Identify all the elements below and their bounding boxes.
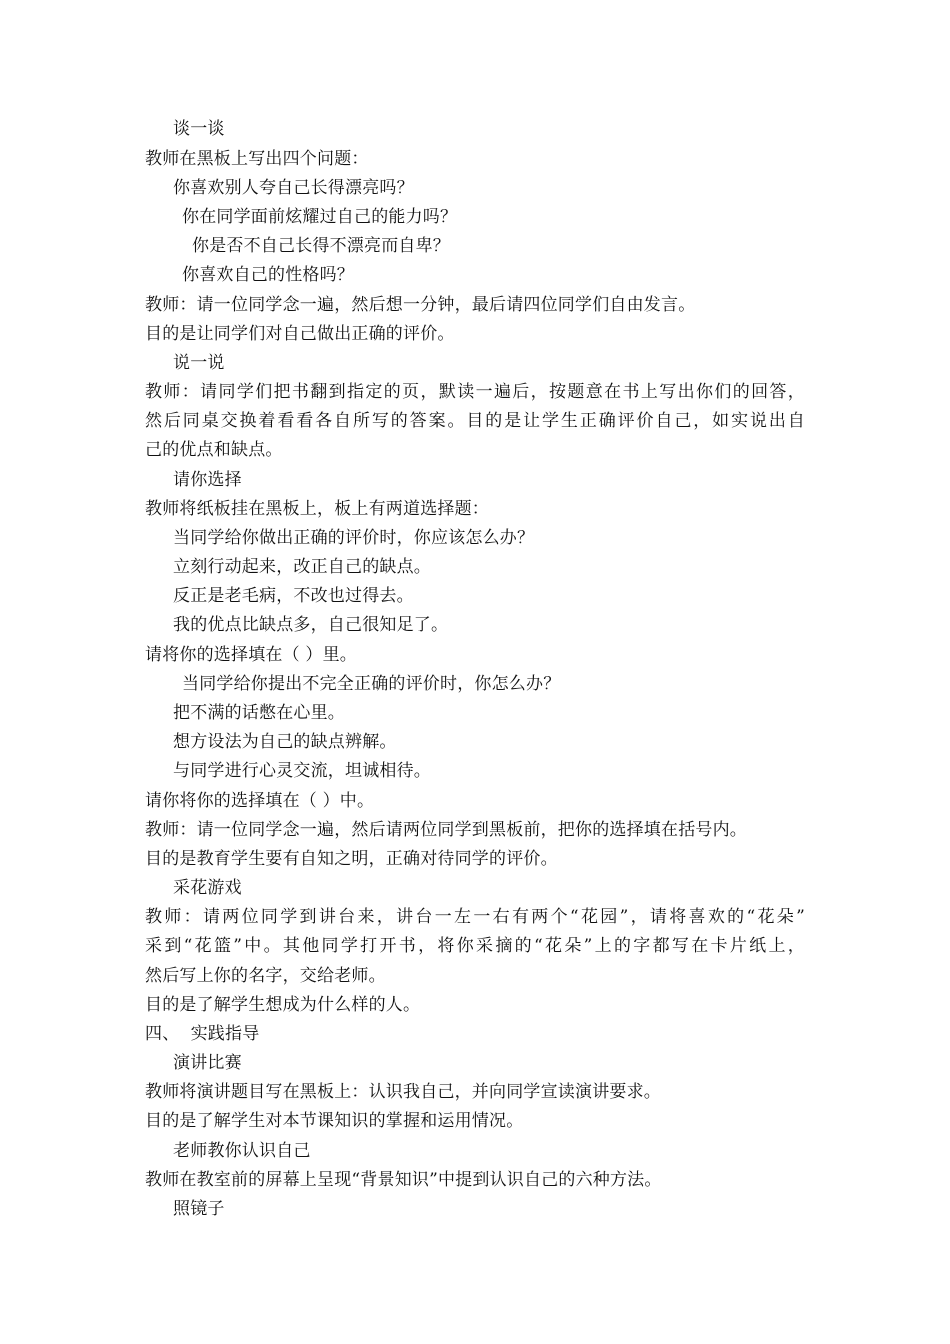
paragraph-line: 教师：请同学们把书翻到指定的页，默读一遍后，按题意在书上写出你们的回答， <box>145 382 805 402</box>
choice-option: 我的优点比缺点多，自己很知足了。 <box>173 615 449 635</box>
choice-option: 与同学进行心灵交流，坦诚相待。 <box>173 761 431 781</box>
paragraph-line: 教师在教室前的屏幕上呈现“背景知识”中提到认识自己的六种方法。 <box>145 1170 662 1190</box>
paragraph-line: 目的是让同学们对自己做出正确的评价。 <box>145 324 455 344</box>
heading-zhao-jing-zi: 照镜子 <box>173 1199 225 1219</box>
heading-tan-yi-tan: 谈一谈 <box>173 119 225 139</box>
choice-question: 当同学给你做出正确的评价时，你应该怎么办？ <box>173 528 535 548</box>
paragraph-line: 目的是了解学生对本节课知识的掌握和运用情况。 <box>145 1111 524 1131</box>
paragraph-line: 目的是教育学生要有自知之明，正确对待同学的评价。 <box>145 849 558 869</box>
question-line: 你喜欢自己的性格吗？ <box>182 265 354 285</box>
paragraph-line: 教师将纸板挂在黑板上，板上有两道选择题： <box>145 499 489 519</box>
choice-option: 想方设法为自己的缺点辨解。 <box>173 732 397 752</box>
paragraph-line: 教师：请一位同学念一遍，然后请两位同学到黑板前，把你的选择填在括号内。 <box>145 820 747 840</box>
choice-option: 把不满的话憋在心里。 <box>173 703 345 723</box>
paragraph-line: 教师在黑板上写出四个问题： <box>145 149 369 169</box>
paragraph-line: 教师将演讲题目写在黑板上：认识我自己，并向同学宣读演讲要求。 <box>145 1082 661 1102</box>
paragraph-line: 己的优点和缺点。 <box>145 440 283 460</box>
heading-cai-hua-you-xi: 采花游戏 <box>173 878 242 898</box>
section-heading: 四、 实践指导 <box>145 1024 260 1044</box>
choice-option: 立刻行动起来，改正自己的缺点。 <box>173 557 431 577</box>
paragraph-line: 目的是了解学生想成为什么样的人。 <box>145 995 421 1015</box>
paragraph-line: 然后写上你的名字，交给老师。 <box>145 966 386 986</box>
choice-question: 当同学给你提出不完全正确的评价时，你怎么办？ <box>182 674 561 694</box>
question-line: 你是否不自己长得不漂亮而自卑？ <box>192 236 450 256</box>
paragraph-line: 教师：请一位同学念一遍，然后想一分钟，最后请四位同学们自由发言。 <box>145 295 696 315</box>
heading-shuo-yi-shuo: 说一说 <box>173 353 225 373</box>
paragraph-line: 请你将你的选择填在（ ）中。 <box>145 791 375 811</box>
question-line: 你在同学面前炫耀过自己的能力吗？ <box>182 207 458 227</box>
question-line: 你喜欢别人夸自己长得漂亮吗？ <box>173 178 414 198</box>
heading-qing-ni-xuan-ze: 请你选择 <box>173 470 242 490</box>
heading-yan-jiang-bi-sai: 演讲比赛 <box>173 1053 242 1073</box>
paragraph-line: 教师：请两位同学到讲台来，讲台一左一右有两个“花园”，请将喜欢的“花朵” <box>145 907 805 927</box>
heading-lao-shi-jiao-ni: 老师教你认识自己 <box>173 1141 311 1161</box>
choice-option: 反正是老毛病，不改也过得去。 <box>173 586 414 606</box>
paragraph-line: 请将你的选择填在（ ）里。 <box>145 645 358 665</box>
paragraph-line: 采到“花篮”中。其他同学打开书，将你采摘的“花朵”上的字都写在卡片纸上， <box>145 936 805 956</box>
paragraph-line: 然后同桌交换着看看各自所写的答案。目的是让学生正确评价自己，如实说出自 <box>145 411 805 431</box>
